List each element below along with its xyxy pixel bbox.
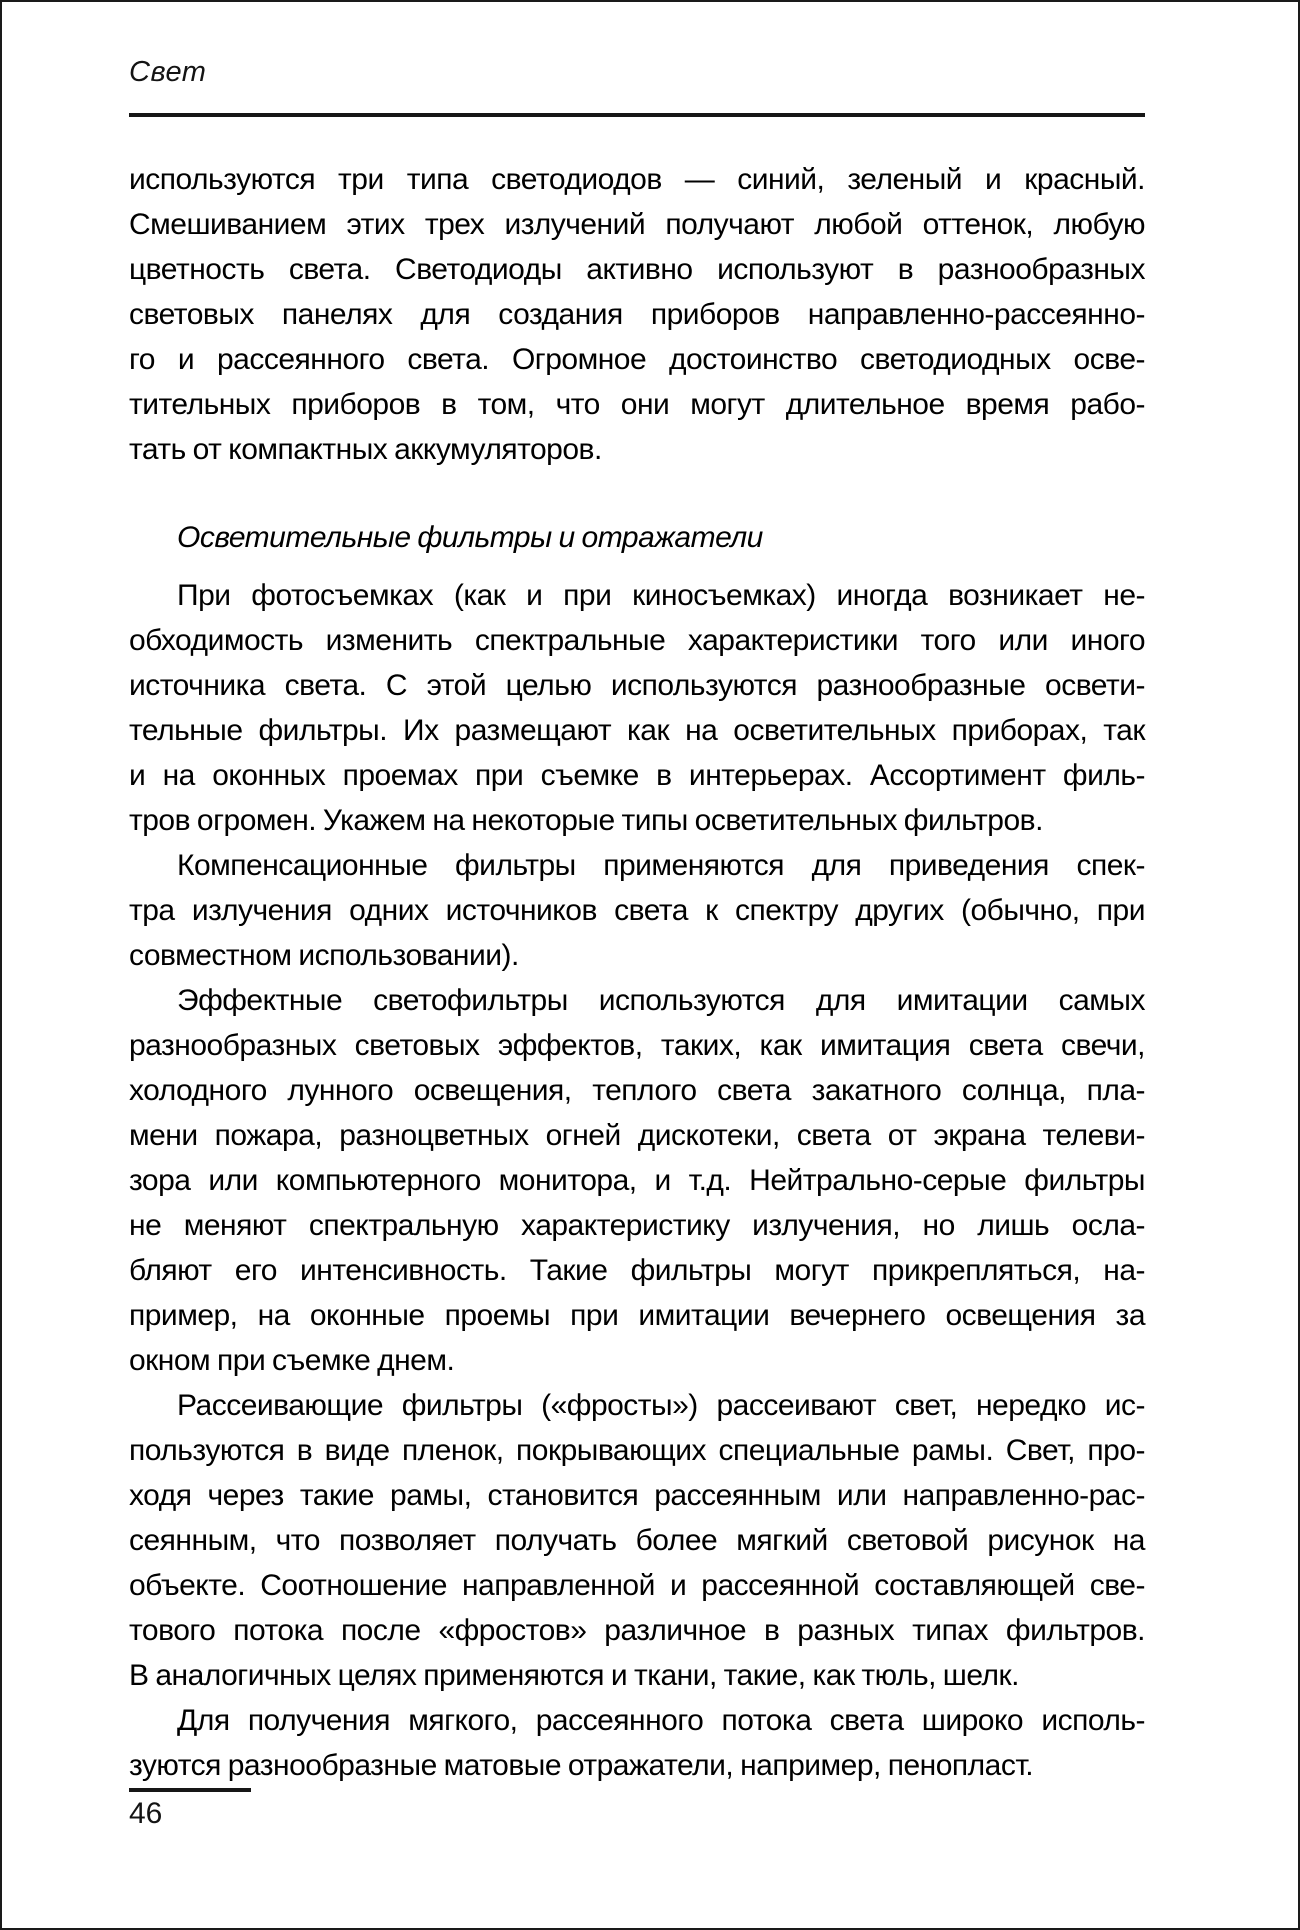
page-footer xyxy=(129,1788,251,1831)
text-line: сеянным, что позволяет получать более мягкий световой рисунок на xyxy=(129,1524,1145,1557)
text-line: Смешиванием этих трех излучений получают любой оттенок, любую xyxy=(129,208,1145,241)
text-line: В аналогичных целях применяются и ткани, такие, как тюль, шелк. xyxy=(129,1659,1020,1692)
text-line: световых панелях для создания приборов направленно-рассеянно- xyxy=(129,298,1145,331)
text-line: цветность света. Светодиоды активно используют в разнообразных xyxy=(129,253,1145,286)
text-line: не меняют спектральную характеристику излучения, но лишь осла- xyxy=(129,1209,1145,1242)
text-line: тельные фильтры. Их размещают как на осветительных приборах, так xyxy=(129,714,1145,747)
text-line: окном при съемке днем. xyxy=(129,1344,455,1377)
text-line: пользуются в виде пленок, покрывающих специальные рамы. Свет, про- xyxy=(129,1434,1145,1467)
text-line: тового потока после «фростов» различное в разных типах фильтров. xyxy=(129,1614,1145,1647)
text-line: Эффектные светофильтры используются для имитации самых xyxy=(177,984,1145,1017)
text-line: источника света. С этой целью используются разнообразные освети- xyxy=(129,669,1145,702)
paragraph xyxy=(129,1698,1145,1788)
paragraph xyxy=(129,1383,1145,1698)
text-line: тать от компактных аккумуляторов. xyxy=(129,433,602,466)
text-line: обходимость изменить спектральные характеристики того или иного xyxy=(129,624,1145,657)
text-line: и на оконных проемах при съемке в интерьерах. Ассортимент филь- xyxy=(129,759,1145,792)
text-line: бляют его интенсивность. Такие фильтры могут прикрепляться, на- xyxy=(129,1254,1145,1287)
text-line: тительных приборов в том, что они могут длительное время рабо- xyxy=(129,388,1145,421)
text-line: зуются разнообразные матовые отражатели, например, пенопласт. xyxy=(129,1749,1034,1782)
text-column xyxy=(129,55,1145,1788)
paragraph xyxy=(129,843,1145,978)
text-line: холодного лунного освещения, теплого света закатного солнца, пла- xyxy=(129,1074,1145,1107)
text-line: Рассеивающие фильтры («фросты») рассеивают свет, нередко ис- xyxy=(177,1389,1145,1422)
text-line: тров огромен. Укажем на некоторые типы осветительных фильтров. xyxy=(129,804,1043,837)
text-line: зора или компьютерного монитора, и т.д. Нейтрально-серые фильтры xyxy=(129,1164,1145,1197)
text-line: разнообразных световых эффектов, таких, как имитация света свечи, xyxy=(129,1029,1145,1062)
text-line: При фотосъемках (как и при киносъемках) иногда возникает не- xyxy=(177,579,1145,612)
running-header: Свет xyxy=(129,56,207,88)
paragraph xyxy=(129,978,1145,1383)
page-number: 46 xyxy=(129,1797,163,1830)
body-text xyxy=(129,157,1145,1788)
text-line: тра излучения одних источников света к спектру других (обычно, при xyxy=(129,894,1145,927)
text-line: совместном использовании). xyxy=(129,939,519,972)
text-line: пример, на оконные проемы при имитации вечернего освещения за xyxy=(129,1299,1145,1332)
footer-rule xyxy=(129,1788,251,1792)
text-line: ходя через такие рамы, становится рассеянным или направленно-рас- xyxy=(129,1479,1145,1512)
section-heading: Осветительные фильтры и отражатели xyxy=(177,521,763,554)
paragraph xyxy=(129,573,1145,843)
text-line: используются три типа светодиодов — синий, зеленый и красный. xyxy=(129,163,1145,196)
header-rule xyxy=(129,113,1145,117)
text-line: мени пожара, разноцветных огней дискотеки, света от экрана телеви- xyxy=(129,1119,1145,1152)
text-line: объекте. Соотношение направленной и рассеянной составляющей све- xyxy=(129,1569,1145,1602)
paragraph xyxy=(129,157,1145,472)
text-line: го и рассеянного света. Огромное достоинство светодиодных осве- xyxy=(129,343,1145,376)
text-line: Компенсационные фильтры применяются для приведения спек- xyxy=(177,849,1145,882)
text-line: Для получения мягкого, рассеянного потока света широко исполь- xyxy=(177,1704,1145,1737)
